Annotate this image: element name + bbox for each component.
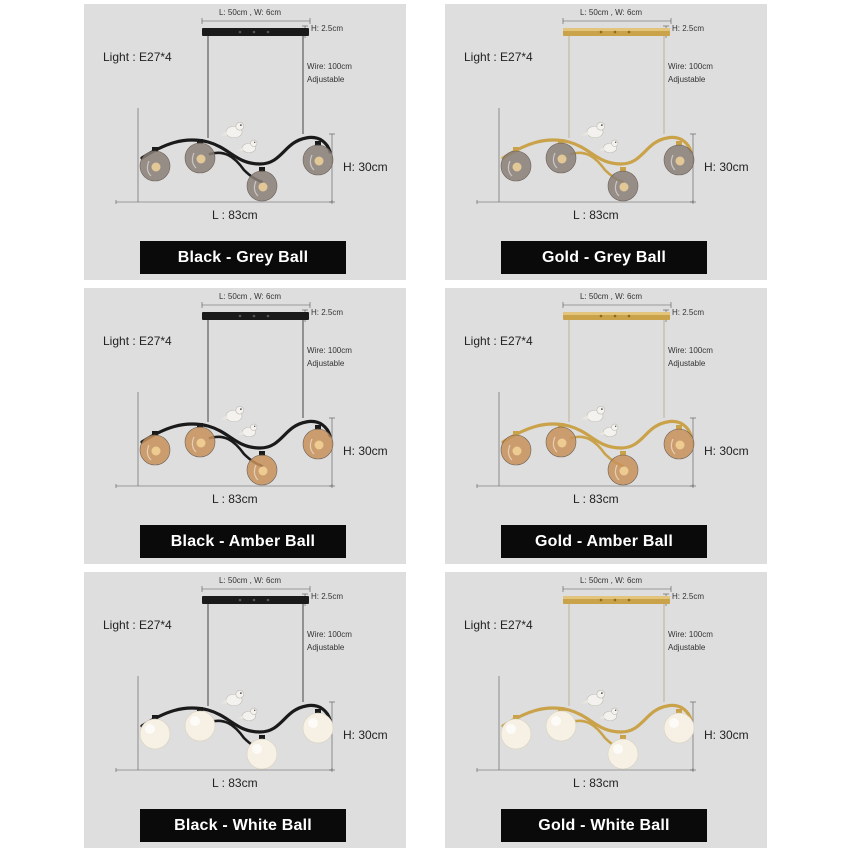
chandelier-illustration xyxy=(84,288,406,564)
length-dimension-label: L : 83cm xyxy=(573,208,619,222)
chandelier-illustration xyxy=(445,572,767,848)
variant-panel-6[interactable] xyxy=(445,572,767,848)
wire-adjustable-label: Adjustable xyxy=(668,75,706,84)
variant-panel-5[interactable] xyxy=(84,572,406,848)
variant-caption: Black - Amber Ball xyxy=(140,525,346,558)
height-dimension-label: H: 30cm xyxy=(704,444,749,458)
wire-length-label: Wire: 100cm xyxy=(307,630,352,639)
length-dimension-label: L : 83cm xyxy=(212,492,258,506)
wire-length-label: Wire: 100cm xyxy=(668,346,713,355)
height-dimension-label: H: 30cm xyxy=(343,728,388,742)
light-spec-label: Light : E27*4 xyxy=(464,50,533,64)
canopy-dimension-label: L: 50cm , W: 6cm xyxy=(219,8,282,17)
canopy-height-label: H: 2.5cm xyxy=(672,308,705,317)
wire-adjustable-label: Adjustable xyxy=(307,643,345,652)
canopy-height-label: H: 2.5cm xyxy=(311,308,344,317)
canopy-height-label: H: 2.5cm xyxy=(311,24,344,33)
wire-length-label: Wire: 100cm xyxy=(668,630,713,639)
variant-panel-1[interactable] xyxy=(84,4,406,280)
variant-caption: Gold - White Ball xyxy=(501,809,707,842)
length-dimension-label: L : 83cm xyxy=(573,776,619,790)
variant-panel-4[interactable] xyxy=(445,288,767,564)
variant-caption: Gold - Grey Ball xyxy=(501,241,707,274)
height-dimension-label: H: 30cm xyxy=(704,728,749,742)
light-spec-label: Light : E27*4 xyxy=(103,50,172,64)
wire-adjustable-label: Adjustable xyxy=(307,359,345,368)
canopy-height-label: H: 2.5cm xyxy=(672,24,705,33)
height-dimension-label: H: 30cm xyxy=(343,444,388,458)
height-dimension-label: H: 30cm xyxy=(704,160,749,174)
canopy-dimension-label: L: 50cm , W: 6cm xyxy=(219,576,282,585)
chandelier-illustration xyxy=(445,288,767,564)
canopy-dimension-label: L: 50cm , W: 6cm xyxy=(580,8,643,17)
length-dimension-label: L : 83cm xyxy=(573,492,619,506)
wire-length-label: Wire: 100cm xyxy=(307,346,352,355)
canopy-dimension-label: L: 50cm , W: 6cm xyxy=(580,292,643,301)
wire-adjustable-label: Adjustable xyxy=(307,75,345,84)
length-dimension-label: L : 83cm xyxy=(212,776,258,790)
variant-panel-2[interactable] xyxy=(445,4,767,280)
wire-adjustable-label: Adjustable xyxy=(668,643,706,652)
canopy-bar xyxy=(202,28,309,36)
height-dimension-label: H: 30cm xyxy=(343,160,388,174)
canopy-bar xyxy=(202,596,309,604)
wire-length-label: Wire: 100cm xyxy=(668,62,713,71)
light-spec-label: Light : E27*4 xyxy=(464,334,533,348)
variant-panel-3[interactable] xyxy=(84,288,406,564)
canopy-dimension-label: L: 50cm , W: 6cm xyxy=(219,292,282,301)
variant-caption: Black - White Ball xyxy=(140,809,346,842)
light-spec-label: Light : E27*4 xyxy=(464,618,533,632)
light-spec-label: Light : E27*4 xyxy=(103,618,172,632)
length-dimension-label: L : 83cm xyxy=(212,208,258,222)
wire-adjustable-label: Adjustable xyxy=(668,359,706,368)
chandelier-illustration xyxy=(84,572,406,848)
variant-caption: Gold - Amber Ball xyxy=(501,525,707,558)
chandelier-illustration xyxy=(445,4,767,280)
chandelier-illustration xyxy=(84,4,406,280)
light-spec-label: Light : E27*4 xyxy=(103,334,172,348)
canopy-bar xyxy=(202,312,309,320)
wire-length-label: Wire: 100cm xyxy=(307,62,352,71)
canopy-dimension-label: L: 50cm , W: 6cm xyxy=(580,576,643,585)
canopy-height-label: H: 2.5cm xyxy=(672,592,705,601)
variant-caption: Black - Grey Ball xyxy=(140,241,346,274)
canopy-height-label: H: 2.5cm xyxy=(311,592,344,601)
